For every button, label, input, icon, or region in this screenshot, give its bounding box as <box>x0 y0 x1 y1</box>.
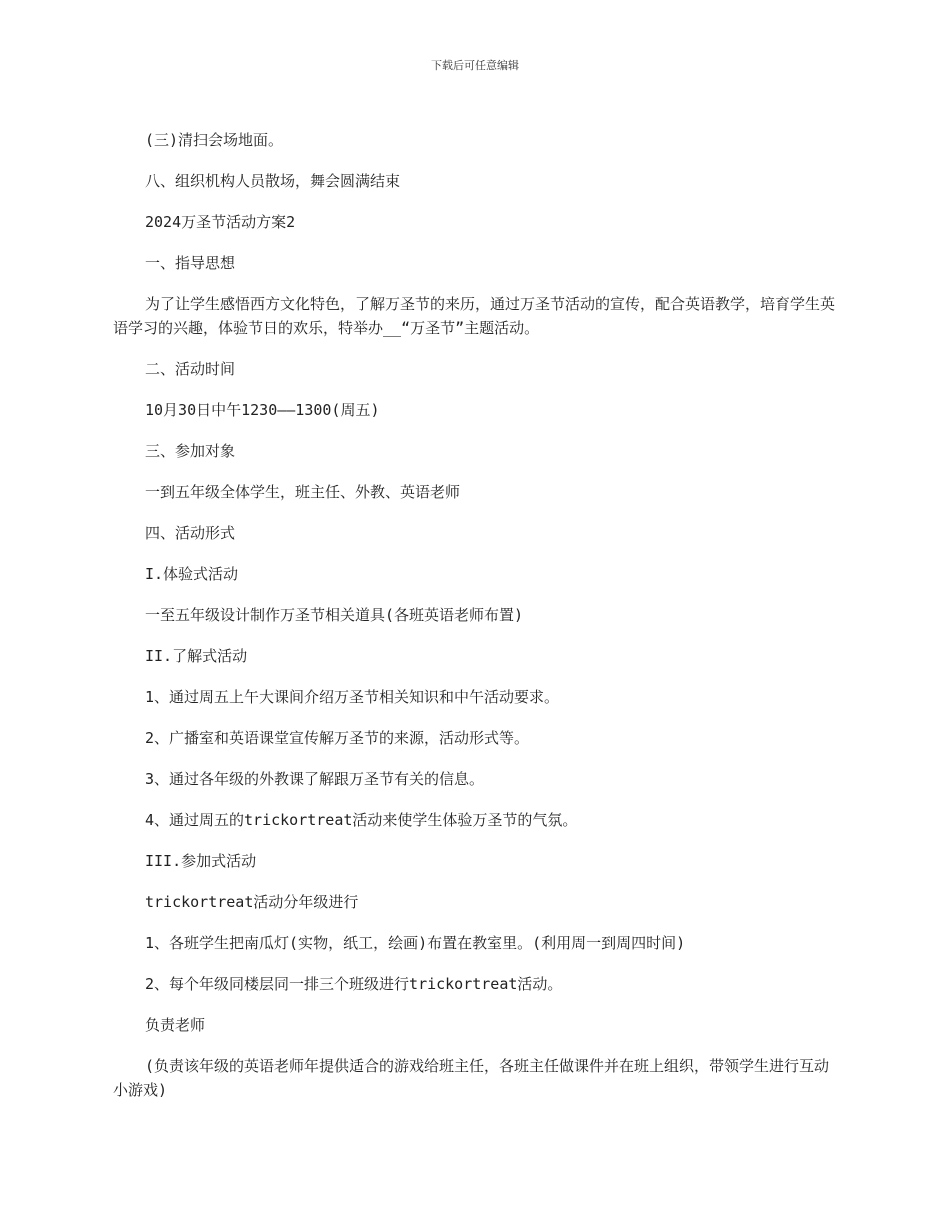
subsection-heading: I.体验式活动 <box>145 565 239 583</box>
section-heading: 四、活动形式 <box>145 524 236 542</box>
paragraph: 负责老师 <box>145 1016 206 1034</box>
paragraph: (负责该年级的英语老师年提供适合的游戏给班主任，各班主任做课件并在班上组织，带领学生进行互动小游戏) <box>113 1057 830 1099</box>
paragraph: 八、组织机构人员散场，舞会圆满结束 <box>145 172 401 190</box>
list-item: 1、各班学生把南瓜灯(实物，纸工，绘画)布置在教室里。(利用周一到周四时间) <box>145 934 686 952</box>
paragraph: trickortreat活动分年级进行 <box>145 893 359 911</box>
paragraph: 一到五年级全体学生，班主任、外教、英语老师 <box>145 483 461 501</box>
header-note: 下载后可任意编辑 <box>431 59 519 72</box>
paragraph: 10月30日中午1230——1300(周五) <box>145 401 380 419</box>
subsection-heading: III.参加式活动 <box>145 852 257 870</box>
paragraph: (三)清扫会场地面。 <box>145 131 284 149</box>
list-item: 2、广播室和英语课堂宣传解万圣节的来源，活动形式等。 <box>145 729 530 747</box>
section-heading: 三、参加对象 <box>145 442 236 460</box>
list-item: 4、通过周五的trickortreat活动来使学生体验万圣节的气氛。 <box>145 811 578 829</box>
paragraph: 一至五年级设计制作万圣节相关道具(各班英语老师布置) <box>145 606 524 624</box>
subsection-heading: II.了解式活动 <box>145 647 248 665</box>
section-heading: 二、活动时间 <box>145 360 236 378</box>
list-item: 1、通过周五上午大课间介绍万圣节相关知识和中午活动要求。 <box>145 688 560 706</box>
list-item: 3、通过各年级的外教课了解跟万圣节有关的信息。 <box>145 770 485 788</box>
paragraph: 为了让学生感悟西方文化特色，了解万圣节的来历，通过万圣节活动的宣传，配合英语教学，培育学生英语学习的兴趣，体验节日的欢乐，特举办__“万圣节”主题活动。 <box>113 295 836 337</box>
document-body <box>113 128 835 1119</box>
list-item: 2、每个年级同楼层同一排三个班级进行trickortreat活动。 <box>145 975 563 993</box>
section-heading: 一、指导思想 <box>145 254 236 272</box>
document-subtitle: 2024万圣节活动方案2 <box>145 213 296 231</box>
